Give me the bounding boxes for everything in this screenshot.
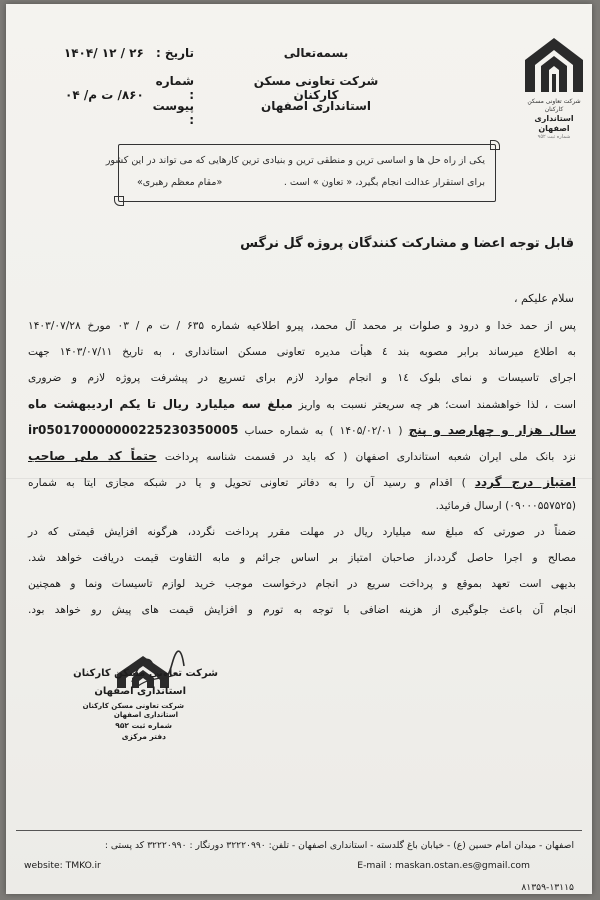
body-line-4 <box>28 396 576 413</box>
body-line-2: به اطلاع میرساند برابر مصوبه بند ٤ هیأت مدیره تعاونی مسکن استانداری ، به تاریخ ۱۴۰۳/۰۷/۱۱ جهت <box>28 346 576 358</box>
date-row <box>54 46 194 60</box>
body-line-5 <box>28 422 576 439</box>
letter-subject: قابل توجه اعضا و مشارکت کنندگان پروژه گل نرگس <box>240 236 574 251</box>
account-number: ir050170000000225230350005 <box>28 423 239 437</box>
quote-line-1: یکی از راه حل ها و اساسی ترین و منطقی ترین و بنیادی ترین کارهایی که می تواند در این کشور <box>105 155 485 166</box>
letter-page <box>6 4 592 894</box>
stamp-line-5: شماره ثبت ۹۵۲ <box>115 721 172 730</box>
stamp-line-1: شرکت تعاونی مسکن کارکنان <box>73 668 218 679</box>
footer-website: website: TMKO.ir <box>24 860 101 871</box>
deadline-date: ( ۱۴۰۵/۰۲/۰۱ ) به شماره حساب <box>244 425 403 437</box>
footer-divider-top <box>16 830 582 831</box>
footer-address: اصفهان - میدان امام حسین (ع) - خیابان باغ گلدسته - استانداری اصفهان - تلفن: ۳۲۲۲۰۹۹۰ دورنگار : ۳۲۲۲۰۹۹۰ کد پستی : <box>104 840 574 851</box>
organization-logo <box>518 34 590 140</box>
attachment-label: پیوست : <box>152 99 194 127</box>
organization-name: استانداری اصفهان <box>261 99 371 113</box>
body-line-6 <box>28 448 576 465</box>
quote-source: «مقام معظم رهبری» <box>137 177 223 188</box>
house-logo-icon <box>521 34 587 94</box>
company-name: شرکت تعاونی مسکن کارکنان <box>253 74 379 102</box>
logo-reg-number: شماره ثبت ۹۵۲ <box>537 134 571 140</box>
quote-box <box>105 144 496 202</box>
stamp-line-3: شرکت تعاونی مسکن کارکنان <box>82 702 184 710</box>
payment-amount-deadline: مبلغ سه میلیارد ریال تا یکم اردیبهشت ماه <box>28 397 293 411</box>
number-row <box>54 74 194 102</box>
logo-org-line1: شرکت تعاونی مسکن کارکنان <box>527 98 581 113</box>
stamp-line-4: استانداری اصفهان <box>113 711 178 719</box>
body-line-1: پس از حمد خدا و درود و صلوات بر محمد آل محمد، پیرو اطلاعیه شماره ۶۳۵ / ت م / ۰۳ مورخ ۱۴۰۳/۰۷/۲۸ <box>28 320 576 332</box>
bank-branch-text: نزد بانک ملی ایران شعبه استانداری اصفهان ( که باید در قسمت شناسه پرداخت <box>164 451 576 463</box>
footer-postal-code: ۸۱۳۵۹-۱۳۱۱۵ <box>521 882 574 893</box>
body-line-4-text: است ، لذا خواهشمند است؛ هر چه سریعتر نسبت به واریز <box>298 399 577 411</box>
date-label: تاریخ : <box>155 46 194 60</box>
body-line-10: مصالح و اجرا حاصل گردد،از صاحبان امتیاز بر اساس جرائم و مابه التفاوت قیمت دریافت خواهد شد. <box>28 552 576 564</box>
stamp-line-6: دفتر مرکزی <box>121 732 166 741</box>
body-line-3: اجرای تاسیسات و نمای بلوک ١٤ و انجام موارد لازم برای تسریع در پیشرفت پروژه لازم و ضروری <box>28 372 576 384</box>
body-line-7 <box>28 474 576 491</box>
signature-scribble-icon <box>128 646 188 696</box>
body-line-11: بدیهی است تعهد بموقع و پرداخت سریع در انجام درخواست موجب خرید لوازم تاسیسات ونما و همچنین <box>28 578 576 590</box>
quote-line-2: برای استقرار عدالت انجام بگیرد، « تعاون » است . <box>283 177 485 188</box>
insert-note: امتیاز درج گردد <box>474 475 576 489</box>
deadline-year-words: سال هزار و چهارصد و پنج <box>408 423 576 437</box>
date-value: ۱۴۰۴/ ۱۲ / ۲۶ <box>63 46 144 60</box>
body-line-8: (۰۹۰۰۰۵۵۷۵۲۵) ارسال فرمائید. <box>435 500 576 512</box>
body-line-9: ضمناً در صورتی که مبلغ سه میلیارد ریال در مهلت مقرر پرداخت نگردد، هرگونه افزایش قیمتی که در <box>28 526 576 538</box>
body-line-12: انجام آن باعث جلوگیری از هزینه اضافی با توجه به تورم و افزایش قیمت های پیش رو خواهد بود. <box>28 604 576 616</box>
national-code-note: حتماً کد ملی صاحب <box>28 449 157 463</box>
number-label: شماره : <box>155 74 194 102</box>
basmala-heading: بسمه‌تعالی <box>283 46 349 60</box>
greeting: سلام علیکم ، <box>513 292 574 305</box>
stamp-line-2: استانداری اصفهان <box>94 686 186 697</box>
number-value: ۸۶۰/ ت م/ ۰۴ <box>65 88 144 102</box>
footer-email: E-mail : maskan.ostan.es@gmail.com <box>357 860 530 871</box>
delivery-instructions: ) اقدام و رسید آن را به دفاتر تعاونی تحویل و یا در شبکه مجازی ایتا به شماره <box>28 477 466 489</box>
attachment-row <box>54 99 194 127</box>
logo-org-line2: استانداری اصفهان <box>534 114 574 133</box>
